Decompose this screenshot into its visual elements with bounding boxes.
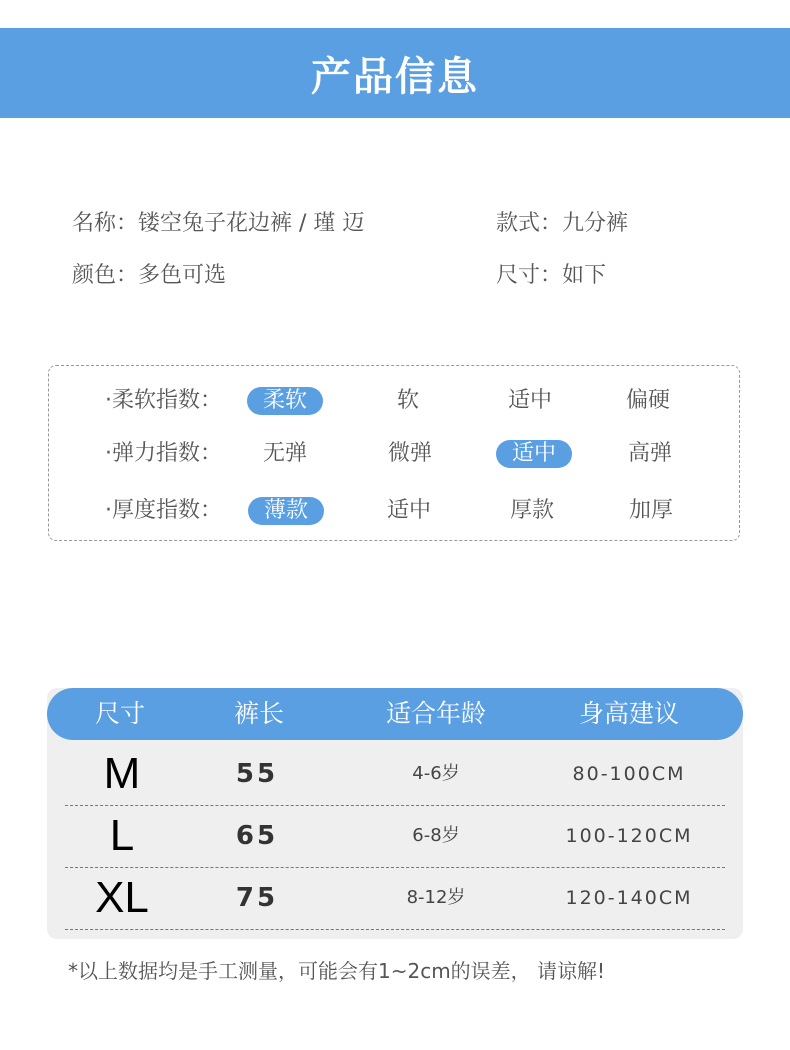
header-height: 身高建议 [578,699,680,728]
thickness-index-row [49,494,739,528]
product-size: 尺寸：如下 [496,263,607,288]
length-cell: 75 [235,883,279,913]
row-divider [65,929,725,930]
product-style: 款式：九分裤 [496,211,629,236]
header-size: 尺寸 [94,699,146,728]
height-cell: 80-100CM [572,763,686,785]
measurement-note: *以上数据均是手工测量，可能会有1~2cm的误差， 请谅解! [68,959,606,983]
header-age: 适合年龄 [385,699,487,728]
product-name: 名称：镂空兔子花边裤 / 瑾 迈 [72,211,365,236]
elasticity-index-row [49,437,739,471]
page-header [0,28,790,118]
size-cell: XL [95,873,149,922]
header-length: 裤长 [233,699,285,728]
thickness-option-extra-thick: 加厚 [628,498,673,523]
page-title: 产品信息 [311,53,479,100]
softness-option-hard: 偏硬 [625,388,670,413]
softness-option-normal: 软 [396,388,419,413]
table-row [47,868,743,930]
elasticity-option-slight: 微弹 [387,441,432,466]
thickness-option-medium: 适中 [386,498,431,523]
table-row [47,744,743,806]
softness-option-soft: 柔软 [247,387,323,415]
length-cell: 55 [235,759,279,789]
age-cell: 6-8岁 [412,825,460,846]
size-cell: M [103,749,141,798]
thickness-index-label: ·厚度指数： [105,498,222,523]
softness-index-label: ·柔软指数： [105,388,222,413]
thickness-option-thick: 厚款 [509,498,554,523]
elasticity-index-label: ·弹力指数： [105,441,222,466]
elasticity-option-none: 无弹 [262,441,307,466]
softness-index-row [49,384,739,418]
length-cell: 65 [235,821,279,851]
size-table [47,688,743,939]
size-cell: L [109,811,135,860]
age-cell: 4-6岁 [412,763,460,784]
table-row [47,806,743,868]
elasticity-option-high: 高弹 [627,441,672,466]
elasticity-option-medium: 适中 [496,440,572,468]
product-color: 颜色：多色可选 [72,263,227,288]
thickness-option-thin: 薄款 [248,497,324,525]
height-cell: 120-140CM [565,887,693,909]
age-cell: 8-12岁 [406,887,466,908]
index-panel [48,365,740,541]
height-cell: 100-120CM [565,825,693,847]
size-table-header [47,688,743,740]
softness-option-medium: 适中 [507,388,552,413]
